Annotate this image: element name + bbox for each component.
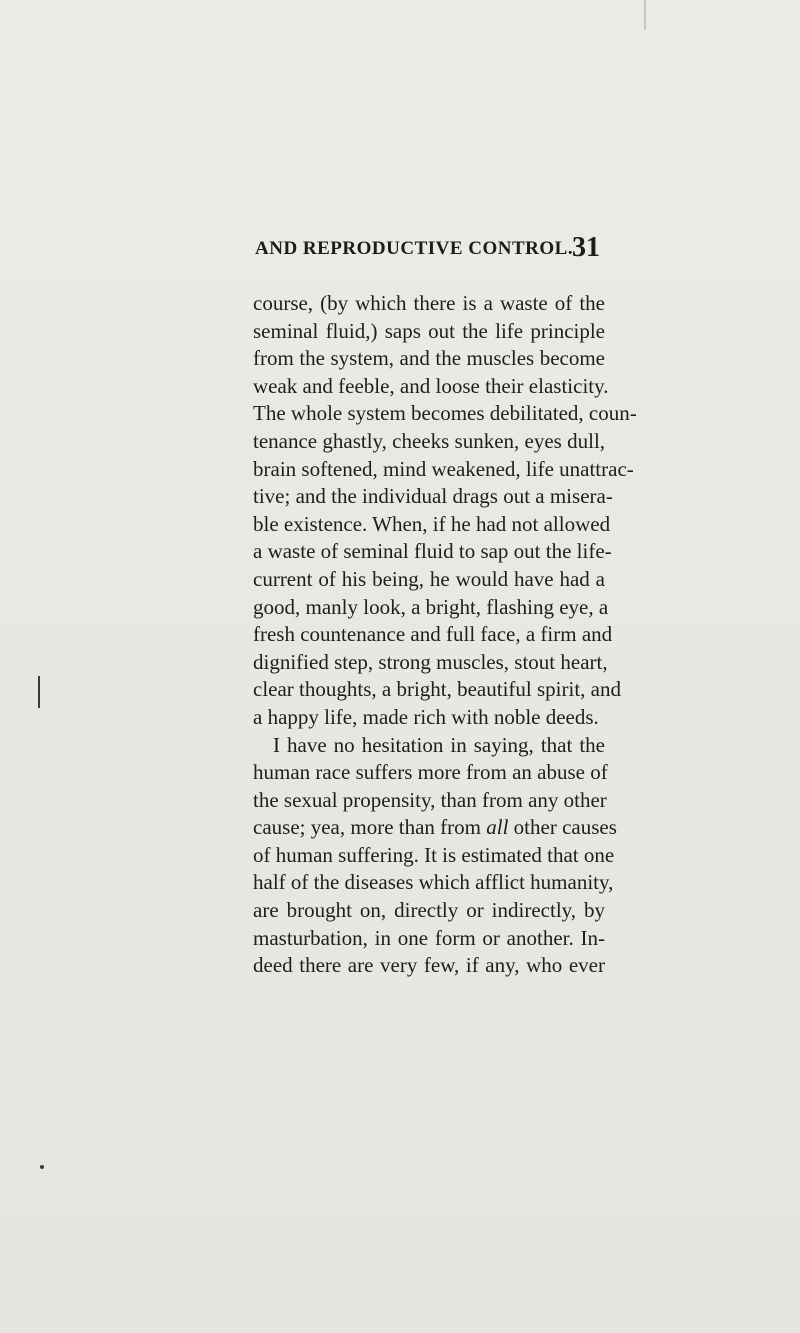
margin-dot [40, 1165, 44, 1169]
text-line: are brought on, directly or indirectly, by [253, 898, 605, 923]
text-line: human race suffers more from an abuse of [253, 760, 608, 785]
text-line: ble existence. When, if he had not allowed [253, 511, 611, 536]
text-segment: other causes [508, 815, 617, 840]
emphasis-word: all [486, 815, 509, 840]
text-line: a waste of seminal fluid to sap out the life- [253, 539, 612, 564]
text-line: masturbation, in one form or another. In- [253, 925, 605, 950]
text-line-paragraph-start: I have no hesitation in saying, that the [273, 732, 605, 757]
text-line: seminal fluid,) saps out the life principle [253, 318, 605, 343]
text-line: current of his being, he would have had a [253, 566, 605, 591]
text-line: from the system, and the muscles become [253, 346, 605, 371]
body-text [253, 290, 637, 980]
text-segment: cause; yea, more than from [253, 815, 487, 840]
text-line: tenance ghastly, cheeks sunken, eyes dull, [253, 428, 606, 453]
text-line: course, (by which there is a waste of the [253, 291, 605, 315]
text-line: brain softened, mind weakened, life unattrac- [253, 456, 634, 481]
text-line: weak and feeble, and loose their elasticity. [253, 373, 609, 398]
page-number: 31 [572, 232, 600, 263]
text-line: tive; and the individual drags out a misera- [253, 484, 613, 509]
text-line: dignified step, strong muscles, stout heart, [253, 649, 608, 674]
text-line: of human suffering. It is estimated that one [253, 842, 615, 867]
text-line-paragraph-end: a happy life, made rich with noble deeds. [253, 704, 599, 729]
scan-artifact [644, 0, 646, 30]
page-header [255, 232, 600, 268]
text-line: half of the diseases which afflict humanity, [253, 870, 614, 895]
text-line: good, manly look, a bright, flashing eye, a [253, 594, 609, 619]
text-line: clear thoughts, a bright, beautiful spirit, and [253, 677, 621, 702]
text-line: deed there are very few, if any, who ever [253, 953, 605, 978]
text-line: the sexual propensity, than from any other [253, 787, 607, 812]
margin-mark [38, 676, 40, 708]
text-line: The whole system becomes debilitated, coun- [253, 401, 637, 426]
text-line-with-emphasis [253, 814, 617, 842]
running-head: AND REPRODUCTIVE CONTROL. [255, 238, 574, 259]
text-line: fresh countenance and full face, a firm and [253, 622, 613, 647]
